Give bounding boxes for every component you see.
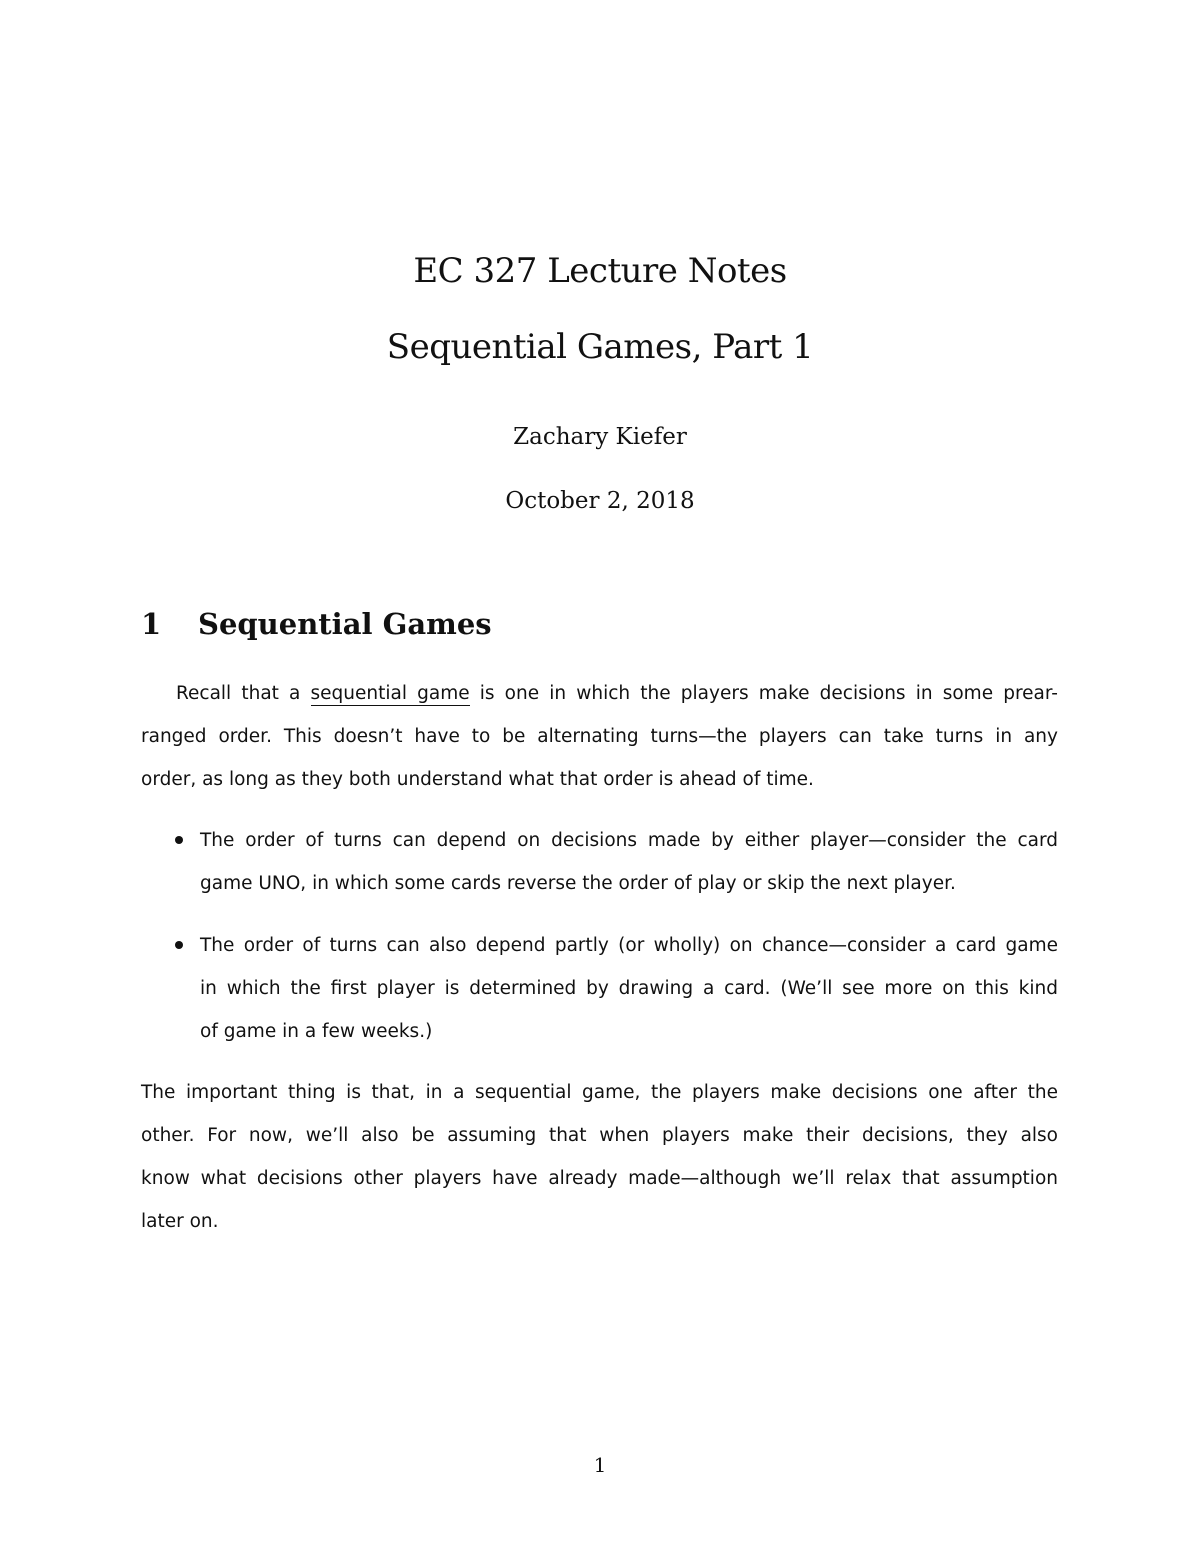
bullet-icon: [175, 836, 183, 844]
document-title: EC 327 Lecture Notes: [413, 251, 787, 291]
paragraph-1-line-3: order, as long as they both understand what that order is ahead of time.: [141, 769, 814, 790]
paragraph-2-line-4: later on.: [141, 1211, 219, 1232]
bullet-2-line-2: in which the first player is determined by drawing a card. (We’ll see more on this kind: [200, 978, 1058, 999]
bullet-1-line-2: game UNO, in which some cards reverse the order of play or skip the next player.: [200, 873, 956, 894]
paragraph-2-line-1: The important thing is that, in a sequential game, the players make decisions one after the: [141, 1082, 1058, 1103]
paragraph-2-line-2: other. For now, we’ll also be assuming that when players make their decisions, they also: [141, 1125, 1058, 1146]
paragraph-1-line-2: ranged order. This doesn’t have to be alternating turns—the players can take turns in any: [141, 726, 1058, 747]
section-number: 1: [141, 607, 162, 641]
defined-term: sequential game: [310, 683, 470, 704]
page-number: 1: [593, 1453, 607, 1477]
document-subtitle: Sequential Games, Part 1: [386, 327, 814, 367]
bullet-icon: [175, 941, 183, 949]
paragraph-2-line-3: know what decisions other players have already made—although we’ll relax that assumption: [141, 1168, 1058, 1189]
author: Zachary Kiefer: [513, 424, 687, 450]
bullet-2-line-3: of game in a few weeks.): [200, 1021, 433, 1042]
paragraph-1-line-1: [176, 681, 1058, 707]
text-span: is one in which the players make decisions in some prear-: [469, 683, 1058, 704]
bullet-2-line-1: The order of turns can also depend partly (or wholly) on chance—consider a card game: [200, 935, 1058, 956]
date: October 2, 2018: [505, 488, 695, 514]
text-span: Recall that a: [176, 683, 311, 704]
bullet-1-line-1: The order of turns can depend on decisions made by either player—consider the card: [200, 830, 1058, 851]
section-heading: [141, 604, 492, 644]
section-title: Sequential Games: [198, 607, 492, 641]
